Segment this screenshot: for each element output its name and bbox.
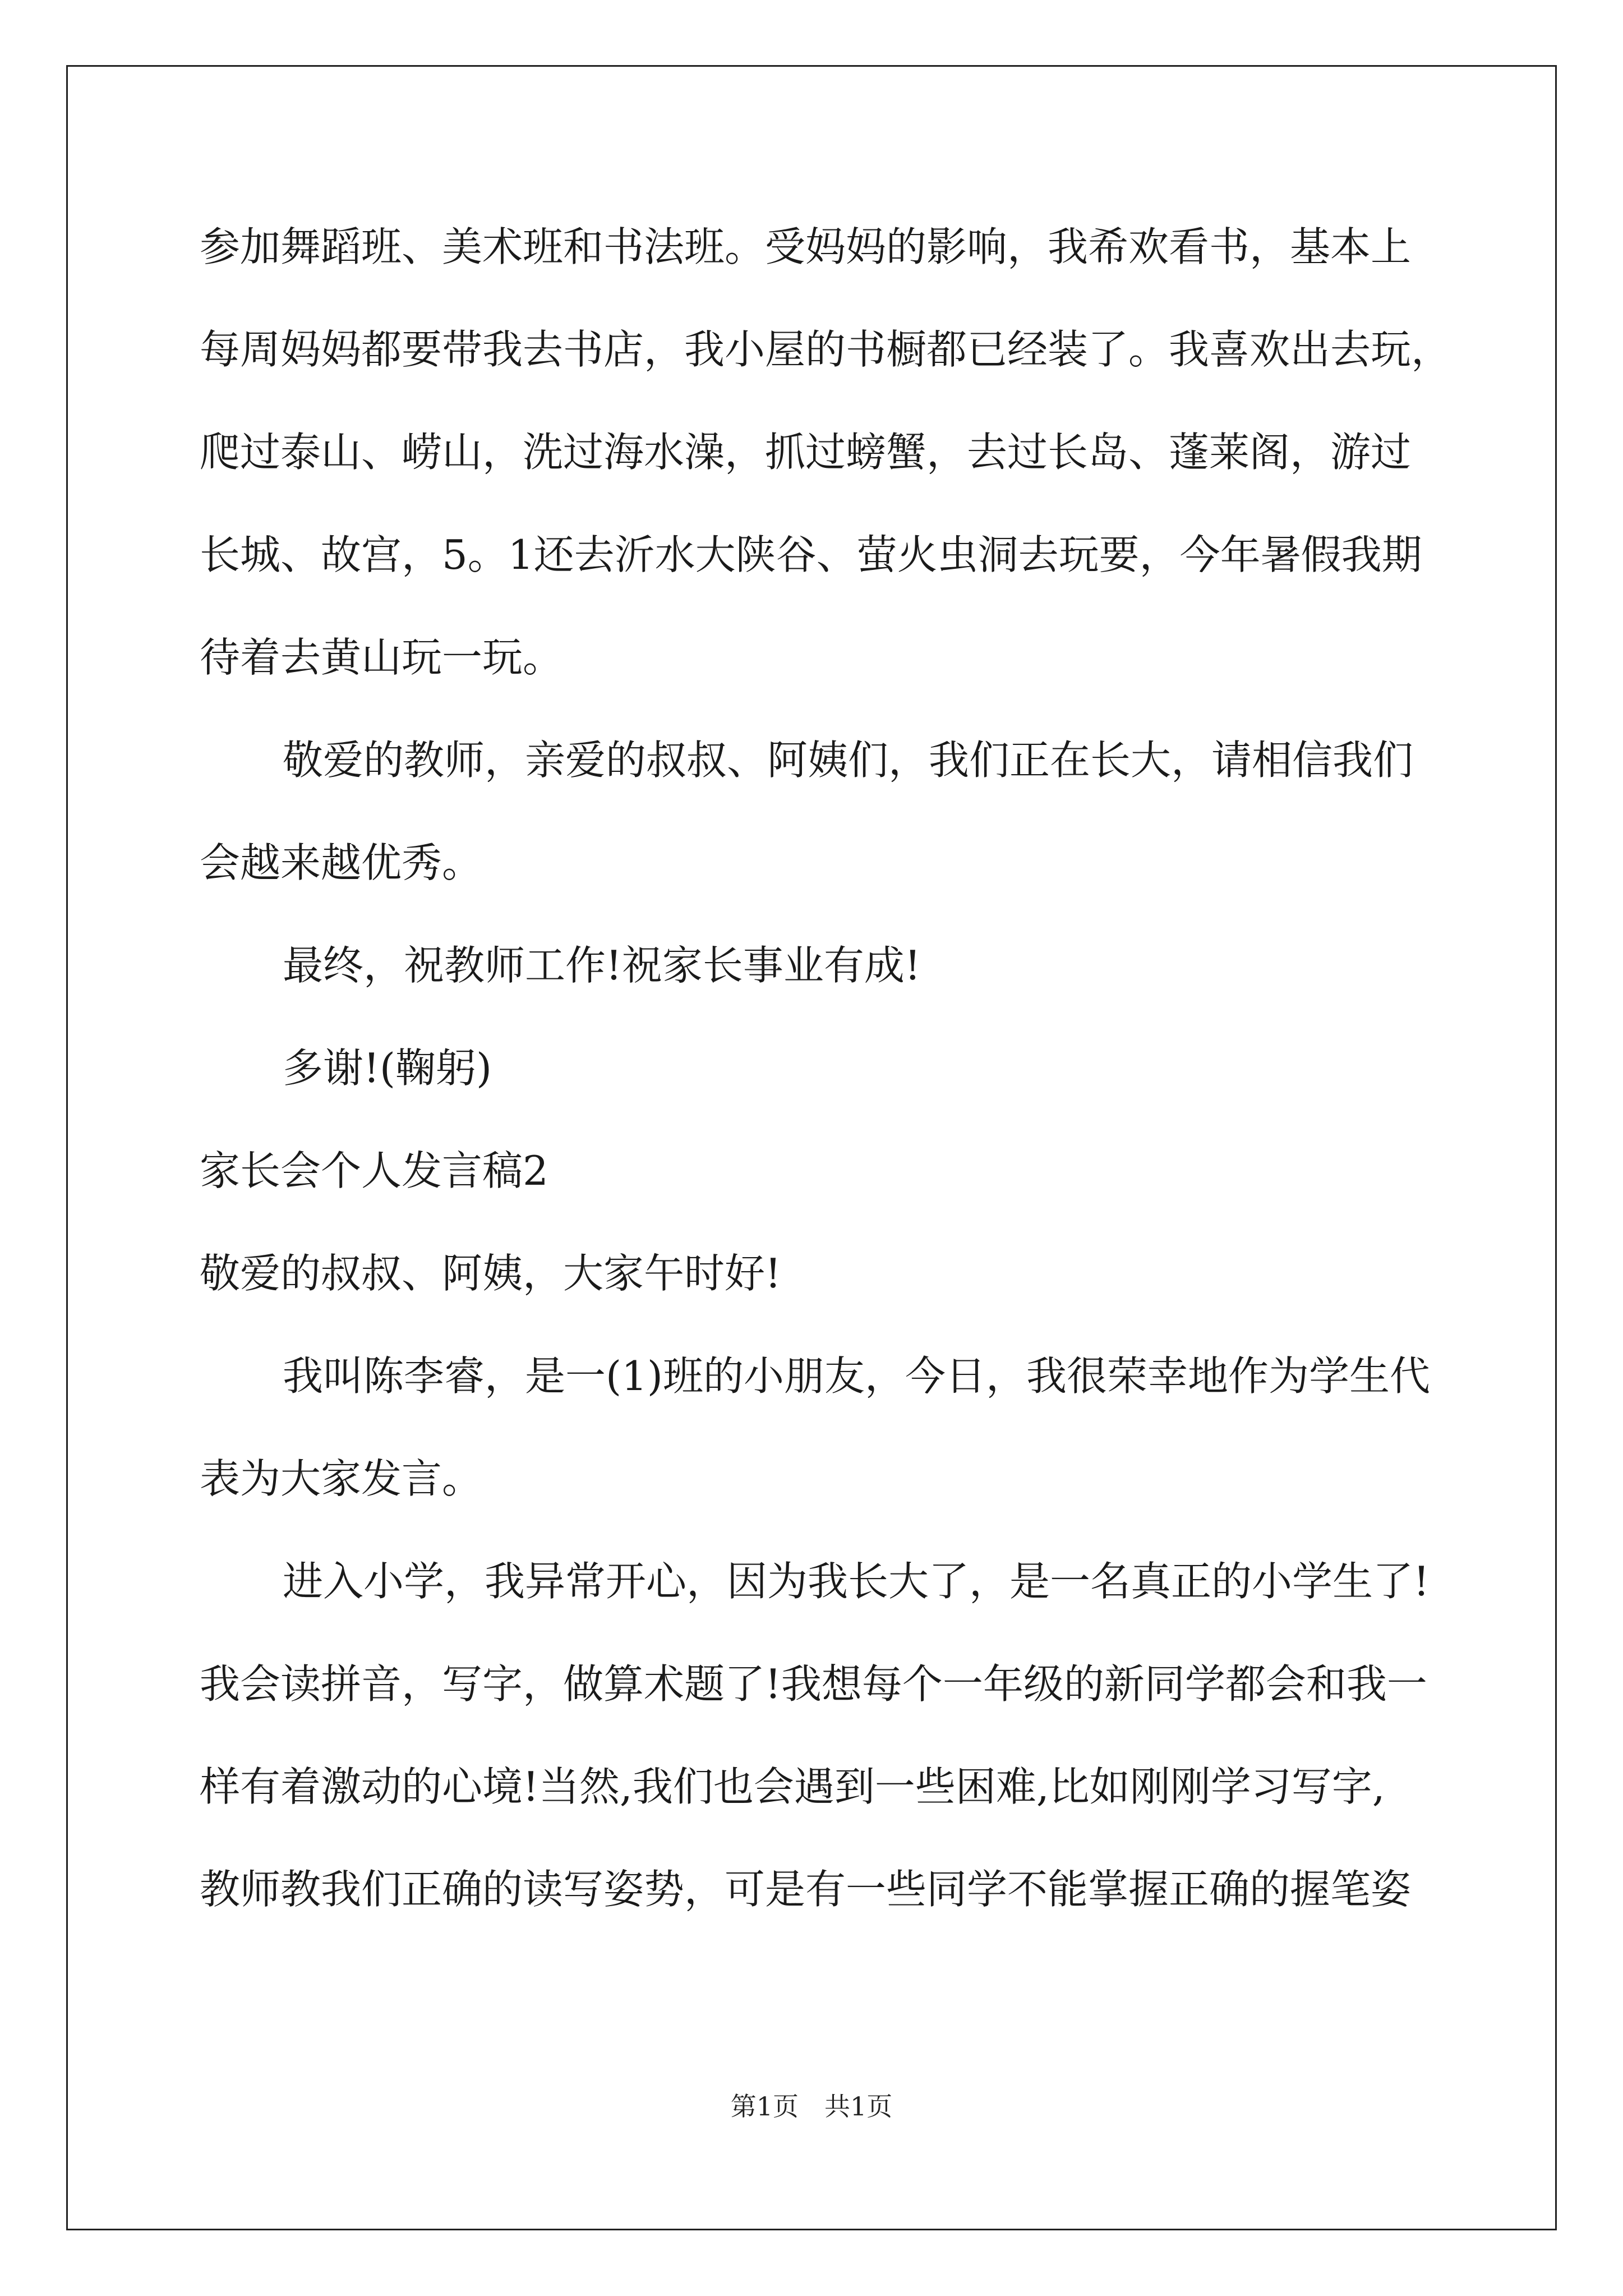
greeting-line: 敬爱的叔叔、阿姨，大家午时好! xyxy=(200,1250,781,1297)
paragraph-line: 爬过泰山、崂山，洗过海水澡，抓过螃蟹，去过长岛、蓬莱阁，游过 xyxy=(200,429,1412,476)
paragraph-line: 我叫陈李睿，是一(1)班的小朋友，今日，我很荣幸地作为学生代 xyxy=(283,1352,1430,1400)
paragraph-line: 样有着激动的心境!当然,我们也会遇到一些困难,比如刚刚学习写字, xyxy=(200,1763,1385,1810)
paragraph-line: 教师教我们正确的读写姿势，可是有一些同学不能掌握正确的握笔姿 xyxy=(200,1866,1412,1913)
paragraph-line: 会越来越优秀。 xyxy=(200,839,483,886)
paragraph-line: 我会读拼音，写字，做算术题了!我想每个一年级的新同学都会和我一 xyxy=(200,1660,1427,1708)
paragraph-line: 参加舞蹈班、美术班和书法班。受妈妈的影响，我希欢看书，基本上 xyxy=(200,223,1412,270)
paragraph-line: 最终，祝教师工作!祝家长事业有成! xyxy=(283,942,921,989)
paragraph-line: 表为大家发言。 xyxy=(200,1455,483,1502)
paragraph-line: 进入小学，我异常开心，因为我长大了，是一名真正的小学生了! xyxy=(283,1558,1430,1605)
page-footer: 第1页 共1页 xyxy=(730,2091,893,2122)
paragraph-line: 敬爱的教师，亲爱的叔叔、阿姨们，我们正在长大，请相信我们 xyxy=(283,737,1414,784)
section-heading: 家长会个人发言稿2 xyxy=(200,1147,548,1194)
paragraph-line: 长城、故宫，5。1还去沂水大陕谷、萤火虫洞去玩要，今年暑假我期 xyxy=(200,531,1422,578)
paragraph-line: 每周妈妈都要带我去书店，我小屋的书橱都已经装了。我喜欢出去玩， xyxy=(200,326,1452,373)
paragraph-line: 多谢!(鞠躬) xyxy=(283,1045,492,1092)
paragraph-line: 待着去黄山玩一玩。 xyxy=(200,634,564,681)
